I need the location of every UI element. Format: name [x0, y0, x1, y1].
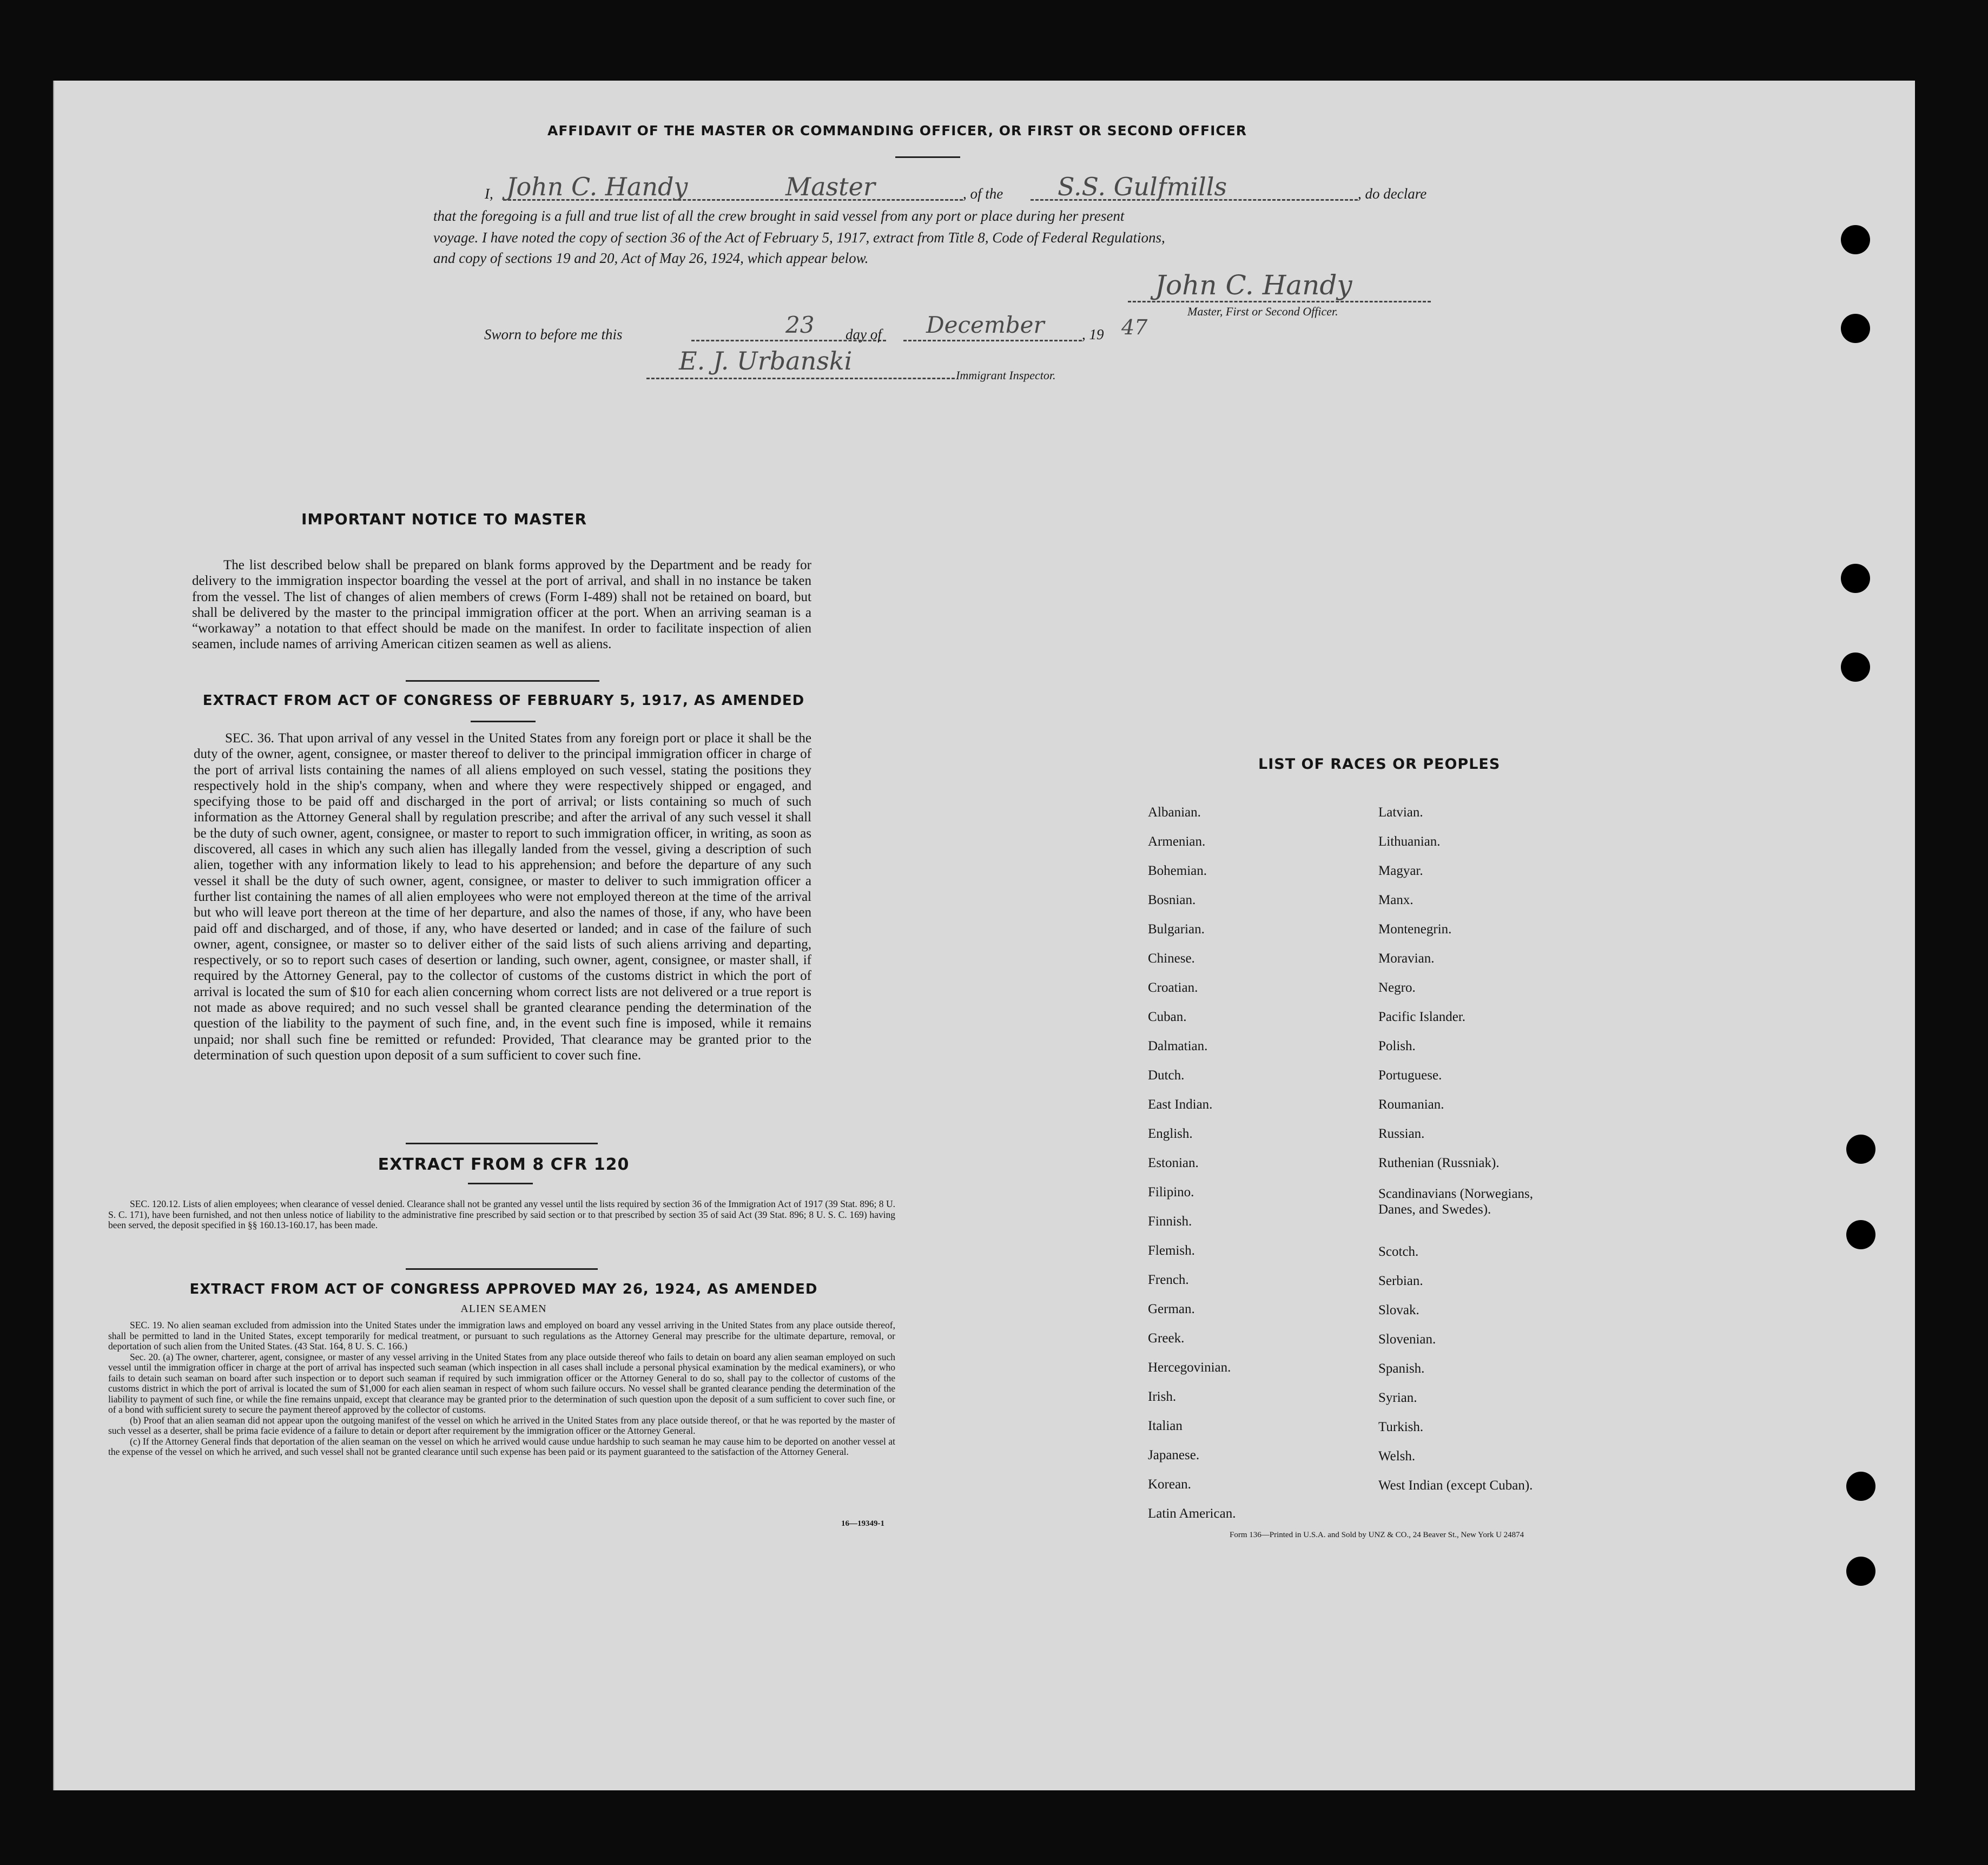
- race-item: Armenian.: [1148, 834, 1206, 849]
- printer-footer: Form 136—Printed in U.S.A. and Sold by UNZ & CO., 24 Beaver St., New York U 24874: [1230, 1531, 1524, 1539]
- race-item: Bosnian.: [1148, 893, 1196, 907]
- race-item: Manx.: [1378, 893, 1414, 907]
- divider: [406, 1143, 598, 1144]
- race-item: Scotch.: [1378, 1244, 1419, 1259]
- race-item: Finnish.: [1148, 1214, 1192, 1229]
- race-item: Korean.: [1148, 1477, 1191, 1492]
- race-item: German.: [1148, 1302, 1195, 1316]
- race-item: Russian.: [1378, 1126, 1425, 1141]
- race-item: Irish.: [1148, 1389, 1177, 1404]
- race-item: Portuguese.: [1378, 1068, 1442, 1083]
- race-item: Chinese.: [1148, 951, 1195, 966]
- race-item: Syrian.: [1378, 1390, 1417, 1405]
- race-item: Pacific Islander.: [1378, 1010, 1466, 1024]
- race-item: East Indian.: [1148, 1097, 1213, 1112]
- notice-body: The list described below shall be prepared on blank forms approved by the Department and be ready for delivery to the immigration inspector boarding the vessel at the port of arrival, and shall in no instance be taken from the vessel. The list of changes of alien members of crews (Form I-489) shall not be retained on board, but shall be delivered by the master to the principal immigration officer at the port. When an arriving seaman is a “workaway” a notation to that effect should be made on the manifest. In order to facilitate inspection of alien seamen, include names of arriving American citizen seamen as well as aliens.: [192, 558, 811, 652]
- declaration-i-label: I,: [485, 186, 493, 202]
- punch-hole: [1846, 1557, 1875, 1586]
- punch-hole: [1846, 1135, 1875, 1164]
- notice-title: IMPORTANT NOTICE TO MASTER: [301, 510, 587, 528]
- race-item: Montenegrin.: [1378, 922, 1452, 937]
- rank-handwritten: Master: [785, 172, 875, 201]
- divider: [468, 1183, 533, 1184]
- race-item: Welsh.: [1378, 1449, 1416, 1464]
- day-of-label: day of: [846, 326, 882, 342]
- race-item: Bulgarian.: [1148, 922, 1205, 937]
- day-handwritten: 23: [785, 312, 815, 338]
- punch-hole: [1841, 653, 1870, 682]
- race-item: Filipino.: [1148, 1185, 1194, 1200]
- master-name-handwritten: John C. Handy: [506, 172, 688, 201]
- race-item: Italian: [1148, 1419, 1183, 1433]
- race-item: Slovenian.: [1378, 1332, 1436, 1347]
- race-item: Negro.: [1378, 980, 1416, 995]
- act-1917-body: SEC. 36. That upon arrival of any vessel in the United States from any foreign port or place it shall be the duty of the owner, agent, consignee, or master thereof to deliver to the principal immigration officer in charge of the port of arrival lists containing the names of all aliens employed on such vessel, stating the positions they respectively hold in the ship's company, when and where they were respectively shipped or engaged, and specifying those to be paid off and discharged in the port of arrival; or lists containing so much of such information as the Attorney General shall by regulation prescribe; and after the arrival of any such vessel it shall be the duty of such owner, agent, consignee, or master to report to such immigration officer, in writing, as soon as discovered, all cases in which any such alien has illegally landed from the vessel, giving a description of such alien, together with any information likely to lead to his apprehension; and before the departure of any such vessel it shall be the duty of such owner, agent, consignee, or master to deliver to such immigration officer a further list containing the names of all alien employees who were not employed thereon at the time of the arrival but who will leave port thereon at the time of her departure, and also the names of those, if any, who have been paid off and discharged, and of those, if any, who have deserted or landed; and in case of the failure of such owner, agent, consignee, or master so to deliver either of the said lists of such aliens arriving and departing, respectively, or so to report such cases of desertion or landing, such owner, agent, consignee, or master shall, if required by the Attorney General, pay to the collector of customs of the customs district in which the port of arrival is located the sum of $10 for each alien concerning whom correct lists are not delivered or a true report is not made as above required; and no such vessel shall be granted clearance pending the determination of the question of the liability to the payment of such fine, and, in the event such fine is imposed, while it remains unpaid; nor shall such fine be remitted or refunded: Provided, That clearance may be granted prior to the determination of such question upon deposit of a sum sufficient to cover such fine.: [194, 731, 811, 1063]
- race-item: Spanish.: [1378, 1361, 1425, 1376]
- race-item: Latin American.: [1148, 1506, 1236, 1521]
- affidavit-title: AFFIDAVIT OF THE MASTER OR COMMANDING OFFICER, OR FIRST OR SECOND OFFICER: [547, 123, 1247, 139]
- sworn-label: Sworn to before me this: [484, 326, 623, 342]
- act-1924-paragraph: SEC. 19. No alien seaman excluded from admission into the United States under the immigration laws and employed on board any vessel arriving in the United States from any place outside thereof, shall be permitted to land in the United States, except temporarily for medical treatment, or pursuant to such regulations as the Attorney General may prescribe for the ultimate departure, removal, or deportation of such alien from the United States. (43 Stat. 164, 8 U. S. C. 166.): [108, 1320, 895, 1352]
- races-title: LIST OF RACES OR PEOPLES: [1258, 756, 1501, 773]
- race-item: Estonian.: [1148, 1156, 1199, 1170]
- race-item: Albanian.: [1148, 805, 1201, 820]
- declaration-line-4: and copy of sections 19 and 20, Act of May 26, 1924, which appear below.: [433, 250, 869, 266]
- act-1924-body: [108, 1320, 895, 1458]
- race-item: West Indian (except Cuban).: [1378, 1478, 1533, 1493]
- race-item: French.: [1148, 1273, 1189, 1287]
- race-item: Dutch.: [1148, 1068, 1185, 1083]
- punch-hole: [1841, 314, 1870, 343]
- race-item: Turkish.: [1378, 1420, 1424, 1434]
- act-1924-paragraph: (b) Proof that an alien seaman did not appear upon the outgoing manifest of the vessel on which he arrived in the United States from any place outside thereof, or that he was reported by the master of such vessel as a deserter, shall be prima facie evidence of a failure to detain or deport after requirement by the immigration officer or the Attorney General.: [108, 1414, 895, 1436]
- race-item: English.: [1148, 1126, 1193, 1141]
- inspector-field-line: [646, 378, 955, 379]
- act-1924-paragraph: Sec. 20. (a) The owner, charterer, agent, consignee, or master of any vessel arriving in the United States from any place outside thereof who fails to detain on board any alien seaman employed on such vessel until the immigration officer in charge at the port of arrival has inspected such seaman (which inspection in all cases shall include a personal physical examination by the medical examiners), or who fails to detain such seaman on board after such inspection or to deport such seaman if required by such immigration officer or the Attorney General to do so, shall pay to the collector of customs of the customs district in which the port of arrival is located the sum of $1,000 for each alien seaman in respect of whom such failure occurs. No vessel shall be granted clearance pending the determination of the liability to payment of such fine, or while the fine remains unpaid, except that clearance may be granted prior to the determination of such question upon the deposit of a sum sufficient to cover such fine, or of a bond with sufficient surety to secure the payment thereof approved by the collector of customs.: [108, 1351, 895, 1415]
- race-item: Flemish.: [1148, 1243, 1195, 1258]
- punch-hole: [1846, 1472, 1875, 1501]
- race-item: Japanese.: [1148, 1448, 1200, 1462]
- year-prefix: , 19: [1082, 326, 1104, 342]
- year-handwritten: 47: [1121, 315, 1148, 339]
- master-signature: John C. Handy: [1155, 269, 1352, 301]
- cfr-body: SEC. 120.12. Lists of alien employees; when clearance of vessel denied. Clearance shall not be granted any vessel until the lists required by section 36 of the Immigration Act of 1917 (39 Stat. 896; 8 U. S. C. 171), have been furnished, and not then unless notice of liability to the administrative fine prescribed by said section or to that prescribed by section 35 of said Act (39 Stat. 896; 8 U. S. C. 169) having been served, the deposit specified in §§ 160.13-160.17, has been made.: [108, 1198, 895, 1230]
- race-item: Hercegovinian.: [1148, 1360, 1231, 1375]
- act-1917-title: EXTRACT FROM ACT OF CONGRESS OF FEBRUARY 5, 1917, AS AMENDED: [202, 693, 805, 709]
- race-item: Dalmatian.: [1148, 1039, 1208, 1053]
- act-1924-paragraph: (c) If the Attorney General finds that deportation of the alien seaman on the vessel on which he arrived would cause undue hardship to such seaman he may cause him to be deported on another vessel at the expense of the vessel on which he arrived, and such vessel shall not be granted clearance until such expense has been paid or its payment guaranteed to the satisfaction of the Attorney General.: [108, 1435, 895, 1457]
- race-item: Croatian.: [1148, 980, 1198, 995]
- race-item: Ruthenian (Russniak).: [1378, 1156, 1500, 1170]
- declaration-line-2: that the foregoing is a full and true list of all the crew brought in said vessel from any port or place during her present: [433, 208, 1125, 224]
- cfr-title: EXTRACT FROM 8 CFR 120: [378, 1155, 630, 1174]
- race-item: Latvian.: [1378, 805, 1423, 820]
- do-declare-label: , do declare: [1358, 186, 1427, 202]
- race-item: Lithuanian.: [1378, 834, 1441, 849]
- race-item: Polish.: [1378, 1039, 1416, 1053]
- declaration-line-3: voyage. I have noted the copy of section 36 of the Act of February 5, 1917, extract from Title 8, Code of Federal Regulations,: [433, 229, 1165, 246]
- punch-hole: [1841, 564, 1870, 593]
- divider: [895, 156, 960, 158]
- inspector-caption: Immigrant Inspector.: [956, 368, 1056, 382]
- punch-hole: [1841, 225, 1870, 254]
- divider: [406, 1268, 598, 1270]
- act-1924-title: EXTRACT FROM ACT OF CONGRESS APPROVED MAY 26, 1924, AS AMENDED: [189, 1281, 818, 1297]
- race-item: Bohemian.: [1148, 864, 1207, 878]
- signature-line: [1128, 301, 1431, 302]
- race-item: Roumanian.: [1378, 1097, 1444, 1112]
- race-item: Moravian.: [1378, 951, 1435, 966]
- act-1924-subtitle: ALIEN SEAMEN: [460, 1303, 547, 1315]
- race-item: Scandinavians (Norwegians, Danes, and Swedes).: [1378, 1187, 1534, 1217]
- month-handwritten: December: [926, 312, 1045, 338]
- of-the-label: , of the: [963, 186, 1003, 202]
- month-field-line: [903, 340, 1082, 341]
- punch-hole: [1846, 1220, 1875, 1249]
- print-code: 16—19349-1: [841, 1519, 884, 1528]
- signature-caption: Master, First or Second Officer.: [1187, 305, 1338, 318]
- vessel-handwritten: S.S. Gulfmills: [1058, 172, 1227, 201]
- race-item: Greek.: [1148, 1331, 1185, 1346]
- divider: [471, 721, 536, 722]
- inspector-signature: E. J. Urbanski: [679, 346, 853, 375]
- race-item: Cuban.: [1148, 1010, 1187, 1024]
- race-item: Serbian.: [1378, 1274, 1423, 1288]
- race-item: Magyar.: [1378, 864, 1423, 878]
- divider: [406, 680, 599, 682]
- race-item: Slovak.: [1378, 1303, 1419, 1317]
